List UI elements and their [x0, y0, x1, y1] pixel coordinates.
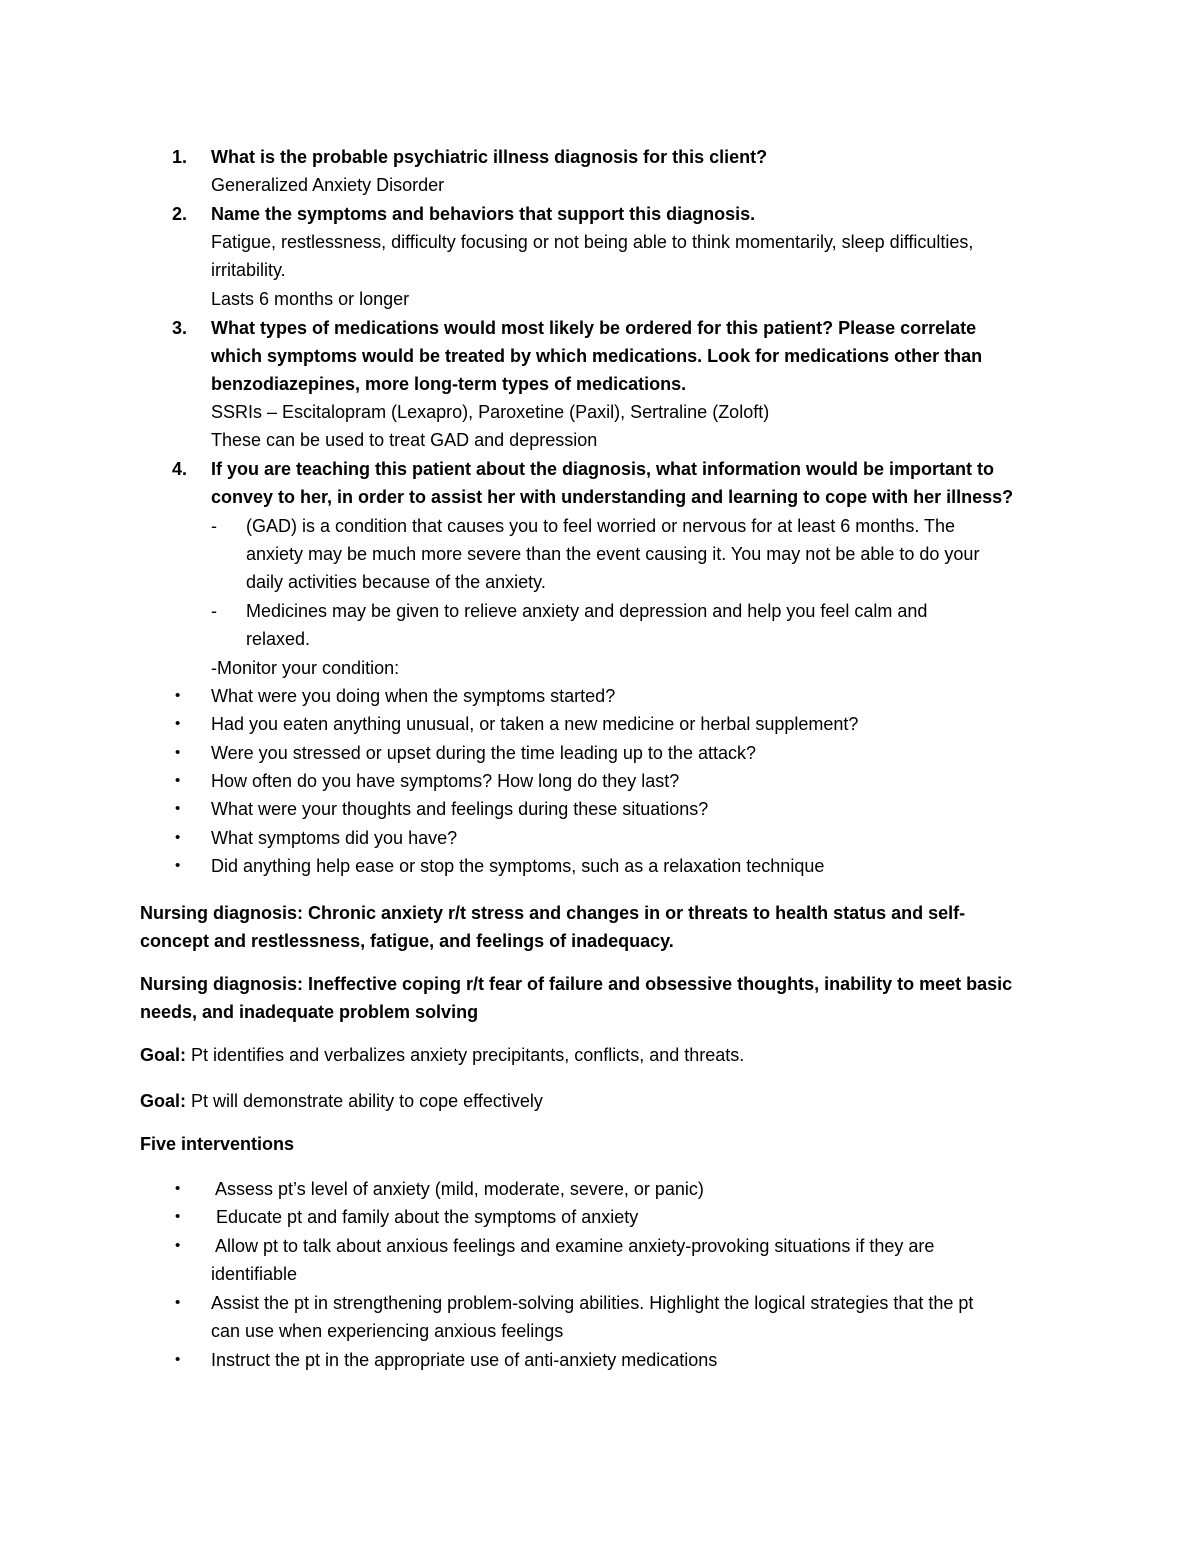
goal-label: Goal:: [140, 1045, 187, 1065]
goal-text: Pt will demonstrate ability to cope effectively: [186, 1091, 543, 1111]
goal-text: Pt identifies and verbalizes anxiety precipitants, conflicts, and threats.: [186, 1045, 745, 1065]
nursing-diagnosis-line: concept and restlessness, fatigue, and feelings of inadequacy.: [140, 931, 674, 951]
list-item: Did anything help ease or stop the symptoms, such as a relaxation technique: [211, 856, 825, 876]
bullet-icon: •: [175, 1351, 181, 1368]
list-item: Had you eaten anything unusual, or taken a new medicine or herbal supplement?: [211, 714, 859, 734]
monitor-heading: -Monitor your condition:: [211, 658, 400, 678]
question-line: which symptoms would be treated by which medications. Look for medications other than: [211, 346, 983, 366]
bullet-icon: •: [175, 829, 181, 846]
dash-item-line: anxiety may be much more severe than the event causing it. You may not be able to do your: [246, 544, 980, 564]
bullet-icon: •: [175, 1294, 181, 1311]
list-item: How often do you have symptoms? How long do they last?: [211, 771, 680, 791]
bullet-icon: •: [175, 772, 181, 789]
dash-item-line: (GAD) is a condition that causes you to feel worried or nervous for at least 6 months. The: [246, 516, 956, 536]
goal-line: [140, 1088, 543, 1114]
dash-item-line: relaxed.: [246, 629, 311, 649]
question-line: If you are teaching this patient about the diagnosis, what information would be important to: [211, 459, 995, 479]
list-item: Were you stressed or upset during the time leading up to the attack?: [211, 743, 756, 763]
question-text: What is the probable psychiatric illness diagnosis for this client?: [211, 147, 768, 167]
nursing-diagnosis-line: Nursing diagnosis: Chronic anxiety r/t stress and changes in or threats to health status and self-: [140, 903, 966, 923]
intervention-line: Allow pt to talk about anxious feelings and examine anxiety-provoking situations if they are: [211, 1236, 935, 1256]
bullet-icon: •: [175, 687, 181, 704]
question-line: convey to her, in order to assist her with understanding and learning to cope with her illness?: [211, 487, 1014, 507]
answer-line: Fatigue, restlessness, difficulty focusing or not being able to think momentarily, sleep difficulties,: [211, 232, 974, 252]
dash-item-line: Medicines may be given to relieve anxiety and depression and help you feel calm and: [246, 601, 928, 621]
intervention-line: Assist the pt in strengthening problem-solving abilities. Highlight the logical strategies that the pt: [211, 1293, 974, 1313]
bullet-icon: •: [175, 1237, 181, 1254]
question-number: 1.: [172, 147, 188, 167]
dash-marker: -: [211, 516, 217, 536]
answer-line: Lasts 6 months or longer: [211, 289, 410, 309]
question-number: 3.: [172, 318, 188, 338]
list-item: What symptoms did you have?: [211, 828, 458, 848]
interventions-heading: Five interventions: [140, 1134, 295, 1154]
question-number: 4.: [172, 459, 188, 479]
question-number: 2.: [172, 204, 188, 224]
answer-line: SSRIs – Escitalopram (Lexapro), Paroxetine (Paxil), Sertraline (Zoloft): [211, 402, 770, 422]
question-text: Name the symptoms and behaviors that support this diagnosis.: [211, 204, 756, 224]
nursing-diagnosis-line: needs, and inadequate problem solving: [140, 1002, 479, 1022]
intervention-line: Assess pt’s level of anxiety (mild, moderate, severe, or panic): [211, 1179, 704, 1199]
intervention-line: can use when experiencing anxious feelings: [211, 1321, 564, 1341]
answer-line: These can be used to treat GAD and depression: [211, 430, 598, 450]
bullet-icon: •: [175, 1180, 181, 1197]
bullet-icon: •: [175, 715, 181, 732]
intervention-line: identifiable: [211, 1264, 298, 1284]
answer-text: Generalized Anxiety Disorder: [211, 175, 445, 195]
dash-item-line: daily activities because of the anxiety.: [246, 572, 546, 592]
bullet-icon: •: [175, 857, 181, 874]
question-line: What types of medications would most likely be ordered for this patient? Please correlate: [211, 318, 977, 338]
goal-line: [140, 1042, 744, 1068]
intervention-line: Instruct the pt in the appropriate use of anti-anxiety medications: [211, 1350, 718, 1370]
list-item: What were your thoughts and feelings during these situations?: [211, 799, 709, 819]
intervention-line: Educate pt and family about the symptoms of anxiety: [211, 1207, 639, 1227]
bullet-icon: •: [175, 800, 181, 817]
list-item: What were you doing when the symptoms started?: [211, 686, 616, 706]
nursing-diagnosis-line: Nursing diagnosis: Ineffective coping r/t fear of failure and obsessive thoughts, inability to meet basic: [140, 974, 1013, 994]
answer-line: irritability.: [211, 260, 286, 280]
goal-label: Goal:: [140, 1091, 187, 1111]
question-line: benzodiazepines, more long-term types of medications.: [211, 374, 687, 394]
bullet-icon: •: [175, 744, 181, 761]
bullet-icon: •: [175, 1208, 181, 1225]
dash-marker: -: [211, 601, 217, 621]
